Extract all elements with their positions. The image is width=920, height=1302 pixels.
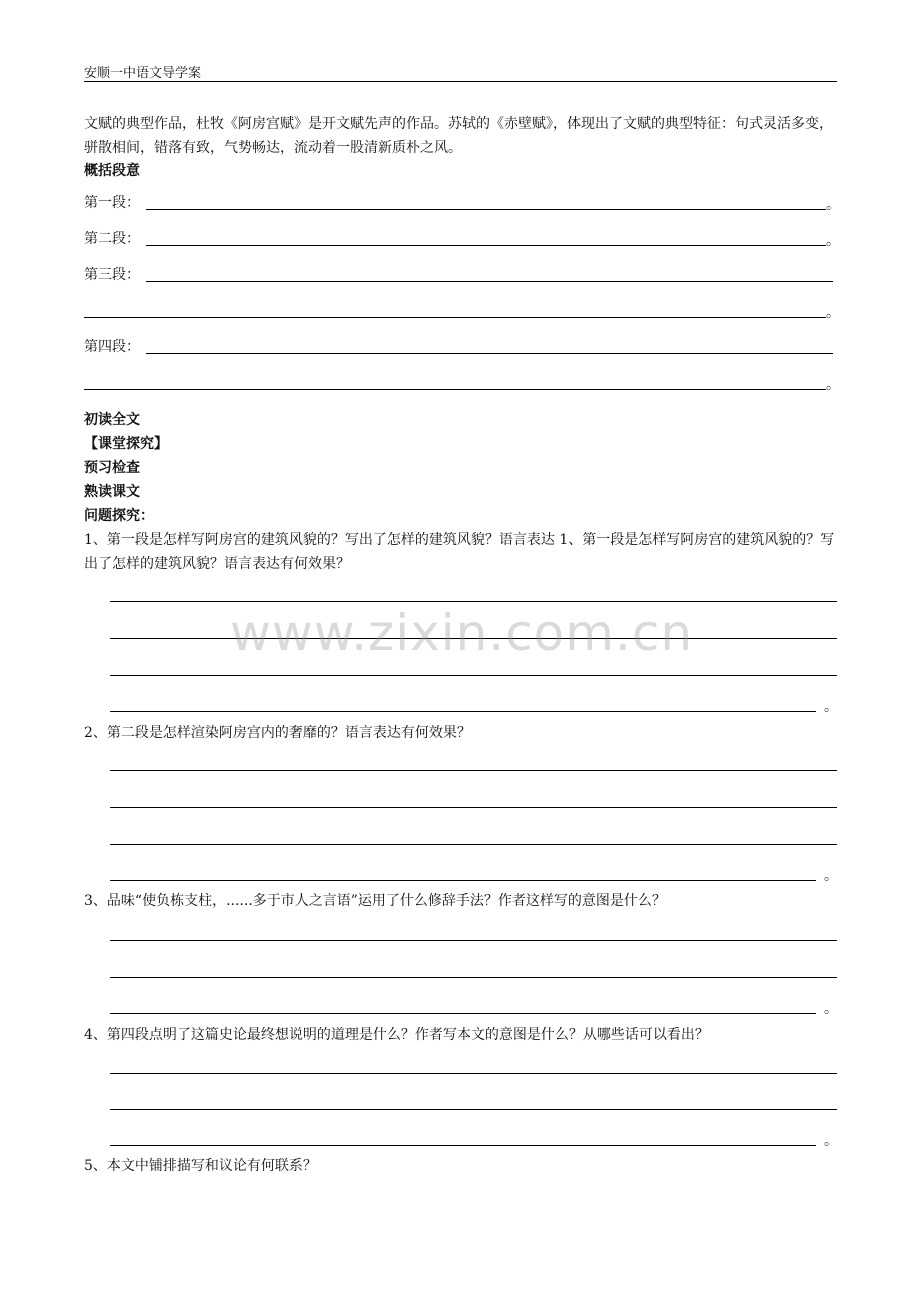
answer-line	[146, 353, 833, 354]
intro-paragraph: 文赋的典型作品，杜牧《阿房宫赋》是开文赋先声的作品。苏轼的《赤壁赋》，体现出了文赋的典型特征：句式灵活多变，骈散相间，错落有致，气势畅达，流动着一股清新质朴之风。	[84, 116, 833, 156]
period-mark: 。	[826, 197, 840, 213]
answer-line	[110, 601, 837, 602]
answer-line	[110, 844, 837, 845]
answer-line	[110, 711, 816, 712]
question-2: 2、第二段是怎样渲染阿房宫内的奢靡的？语言表达有何效果？	[84, 725, 471, 741]
answer-line	[84, 389, 826, 390]
section-problems-heading: 问题探究：	[84, 508, 154, 524]
answer-line	[110, 807, 837, 808]
answer-line	[110, 1145, 816, 1146]
answer-line	[146, 281, 833, 282]
header-title: 安顺一中语文导学案	[84, 66, 202, 81]
period-mark: 。	[824, 699, 838, 715]
section-preview-heading: 预习检查	[84, 460, 140, 476]
section-familiar-heading: 熟读课文	[84, 484, 140, 500]
answer-line	[110, 1073, 837, 1074]
answer-line	[110, 977, 837, 978]
answer-line	[146, 245, 826, 246]
paragraph-3-label: 第三段：	[84, 267, 140, 283]
period-mark: 。	[824, 868, 838, 884]
paragraph-4-label: 第四段：	[84, 339, 140, 355]
question-1: 1、第一段是怎样写阿房宫的建筑风貌的？写出了怎样的建筑风貌？语言表达 1、第一段是怎样写阿房宫的建筑风貌的？写出了怎样的建筑风貌？语言表达有何效果？	[84, 532, 835, 572]
answer-line	[146, 209, 826, 210]
answer-line	[110, 880, 816, 881]
section-explore-heading: 【课堂探究】	[84, 436, 168, 452]
answer-line	[110, 675, 837, 676]
section-read-heading: 初读全文	[84, 412, 140, 428]
question-5: 5、本文中铺排描写和议论有何联系？	[84, 1158, 317, 1174]
answer-line	[84, 317, 826, 318]
answer-line	[110, 770, 837, 771]
question-4: 4、第四段点明了这篇史论最终想说明的道理是什么？作者写本文的意图是什么？从哪些话可以看出？	[84, 1027, 709, 1043]
period-mark: 。	[826, 233, 840, 249]
paragraph-2-label: 第二段：	[84, 231, 140, 247]
period-mark: 。	[824, 1133, 838, 1149]
summary-heading: 概括段意	[84, 163, 140, 179]
period-mark: 。	[826, 377, 840, 393]
period-mark: 。	[826, 305, 840, 321]
answer-line	[110, 1013, 816, 1014]
header-divider	[84, 81, 837, 82]
paragraph-1-label: 第一段：	[84, 195, 140, 211]
answer-line	[110, 940, 837, 941]
watermark: www.zixin.com.cn	[230, 604, 694, 662]
answer-line	[110, 1109, 837, 1110]
question-3: 3、品味“使负栋支柱，......多于市人之言语”运用了什么修辞手法？作者这样写的意图是什么？	[84, 893, 666, 909]
period-mark: 。	[824, 1001, 838, 1017]
